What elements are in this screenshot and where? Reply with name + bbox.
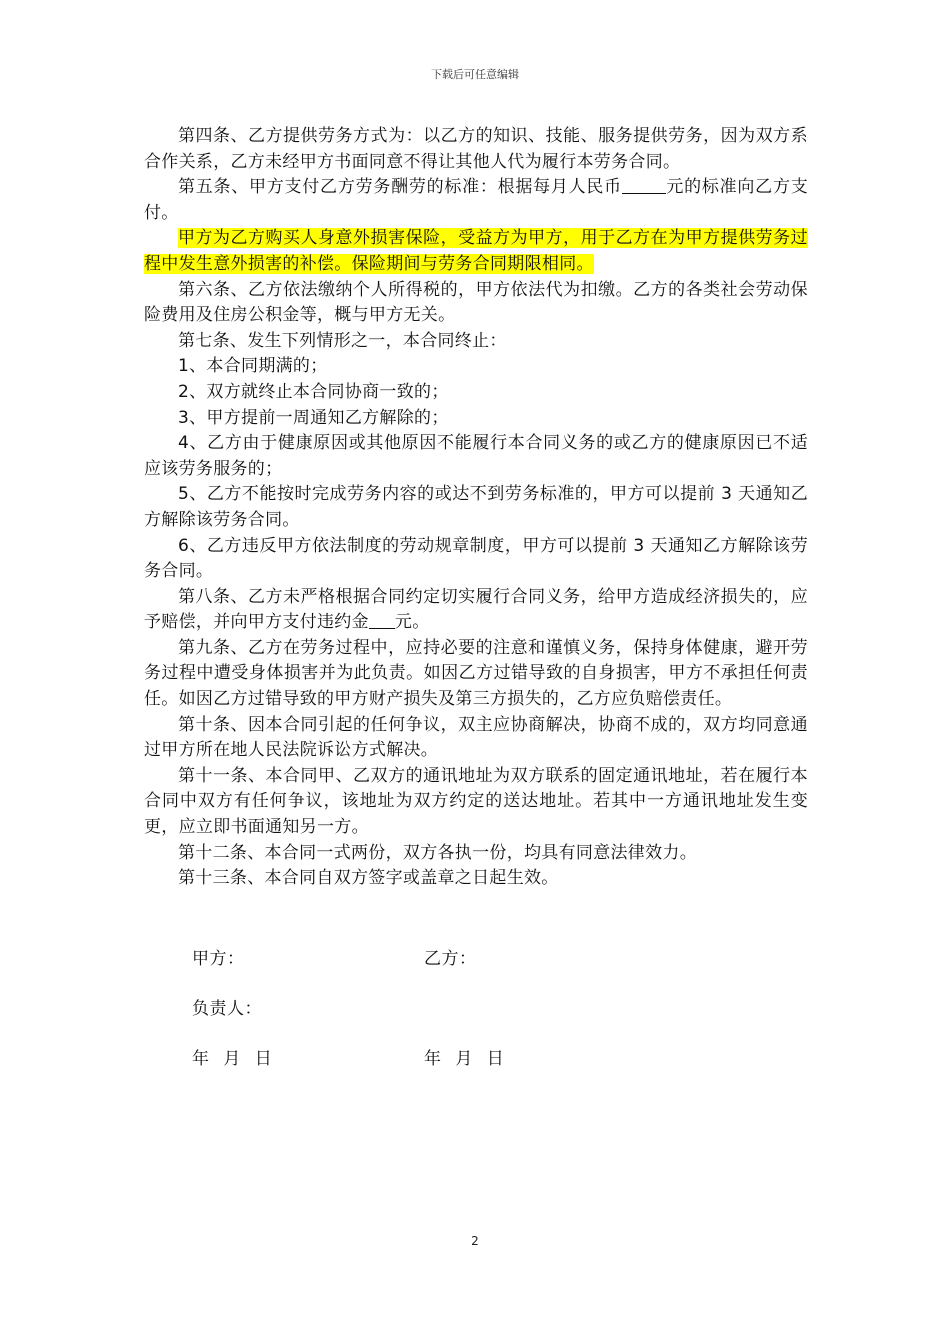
clause-5 [144, 175, 808, 226]
page-number: 2 [471, 1234, 479, 1248]
clause-8 [144, 585, 808, 636]
clause-7-item-6: 6、乙方违反甲方依法制度的劳动规章制度，甲方可以提前 3 天通知乙方解除该劳务合同。 [144, 535, 808, 582]
party-b-label: 乙方： [424, 949, 477, 969]
clause-13: 第十三条、本合同自双方签字或盖章之日起生效。 [178, 868, 559, 889]
signature-date-row [0, 1046, 950, 1072]
clause-4: 第四条、乙方提供劳务方式为：以乙方的知识、技能、服务提供劳务，因为双方系合作关系，乙方未经甲方书面同意不得让其他人代为履行本劳务合同。 [144, 126, 808, 172]
clause-12: 第十二条、本合同一式两份，双方各执一份，均具有同意法律效力。 [178, 842, 697, 863]
contract-body [144, 124, 808, 892]
party-a-label: 甲方： [192, 949, 245, 969]
insurance-clause-highlighted-text: 甲方为乙方购买人身意外损害保险，受益方为甲方，用于乙方在为甲方提供劳务过程中发生意外损害的补偿。保险期间与劳务合同期限相同。 [144, 228, 808, 274]
signature-person-row [0, 996, 950, 1022]
header-note: 下载后可任意编辑 [431, 68, 519, 81]
clause-7-item-4: 4、乙方由于健康原因或其他原因不能履行本合同义务的或乙方的健康原因已不适应该劳务服务的； [144, 433, 808, 479]
signature-party-row [0, 946, 950, 972]
penalty-amount-blank[interactable] [369, 610, 395, 629]
clause-5-text-before: 第五条、甲方支付乙方劳务酬劳的标准：根据每月人民币 [178, 177, 622, 198]
clause-7-item-1: 1、本合同期满的； [178, 356, 328, 377]
clause-7-item-3: 3、甲方提前一周通知乙方解除的； [178, 407, 449, 428]
clause-9: 第九条、乙方在劳务过程中，应持必要的注意和谨慎义务，保持身体健康，避开劳务过程中遭受身体损害并为此负责。如因乙方过错导致的自身损害，甲方不承担任何责任。如因乙方过错导致的甲方财产损失及第三方损失的，乙方应负赔偿责任。 [144, 637, 808, 710]
clause-7-item-5: 5、乙方不能按时完成劳务内容的或达不到劳务标准的，甲方可以提前 3 天通知乙方解除该劳务合同。 [144, 484, 808, 530]
clause-7: 第七条、发生下列情形之一，本合同终止： [178, 330, 507, 351]
party-a-date: 年 月 日 [192, 1049, 273, 1069]
clause-6: 第六条、乙方依法缴纳个人所得税的，甲方依法代为扣缴。乙方的各类社会劳动保险费用及住房公积金等，概与甲方无关。 [144, 279, 808, 326]
clause-8-text-before: 第八条、乙方未严格根据合同约定切实履行合同义务，给甲方造成经济损失的，应予赔偿，并向甲方支付违约金 [144, 586, 808, 633]
clause-8-text-after: 元。 [394, 612, 430, 633]
clause-5-text-after: 元的标准向乙方支付。 [144, 177, 808, 223]
person-in-charge-label: 负责人： [192, 999, 262, 1019]
clause-11: 第十一条、本合同甲、乙双方的通讯地址为双方联系的固定通讯地址，若在履行本合同中双方有任何争议，该地址为双方约定的送达地址。若其中一方通讯地址发生变更，应立即书面通知另一方。 [144, 765, 808, 838]
party-b-date: 年 月 日 [424, 1049, 505, 1069]
insurance-clause [144, 226, 808, 277]
payment-amount-blank[interactable] [622, 175, 666, 194]
clause-7-item-2: 2、双方就终止本合同协商一致的； [178, 381, 449, 402]
clause-10: 第十条、因本合同引起的任何争议，双主应协商解决，协商不成的，双方均同意通过甲方所在地人民法院诉讼方式解决。 [144, 714, 808, 761]
